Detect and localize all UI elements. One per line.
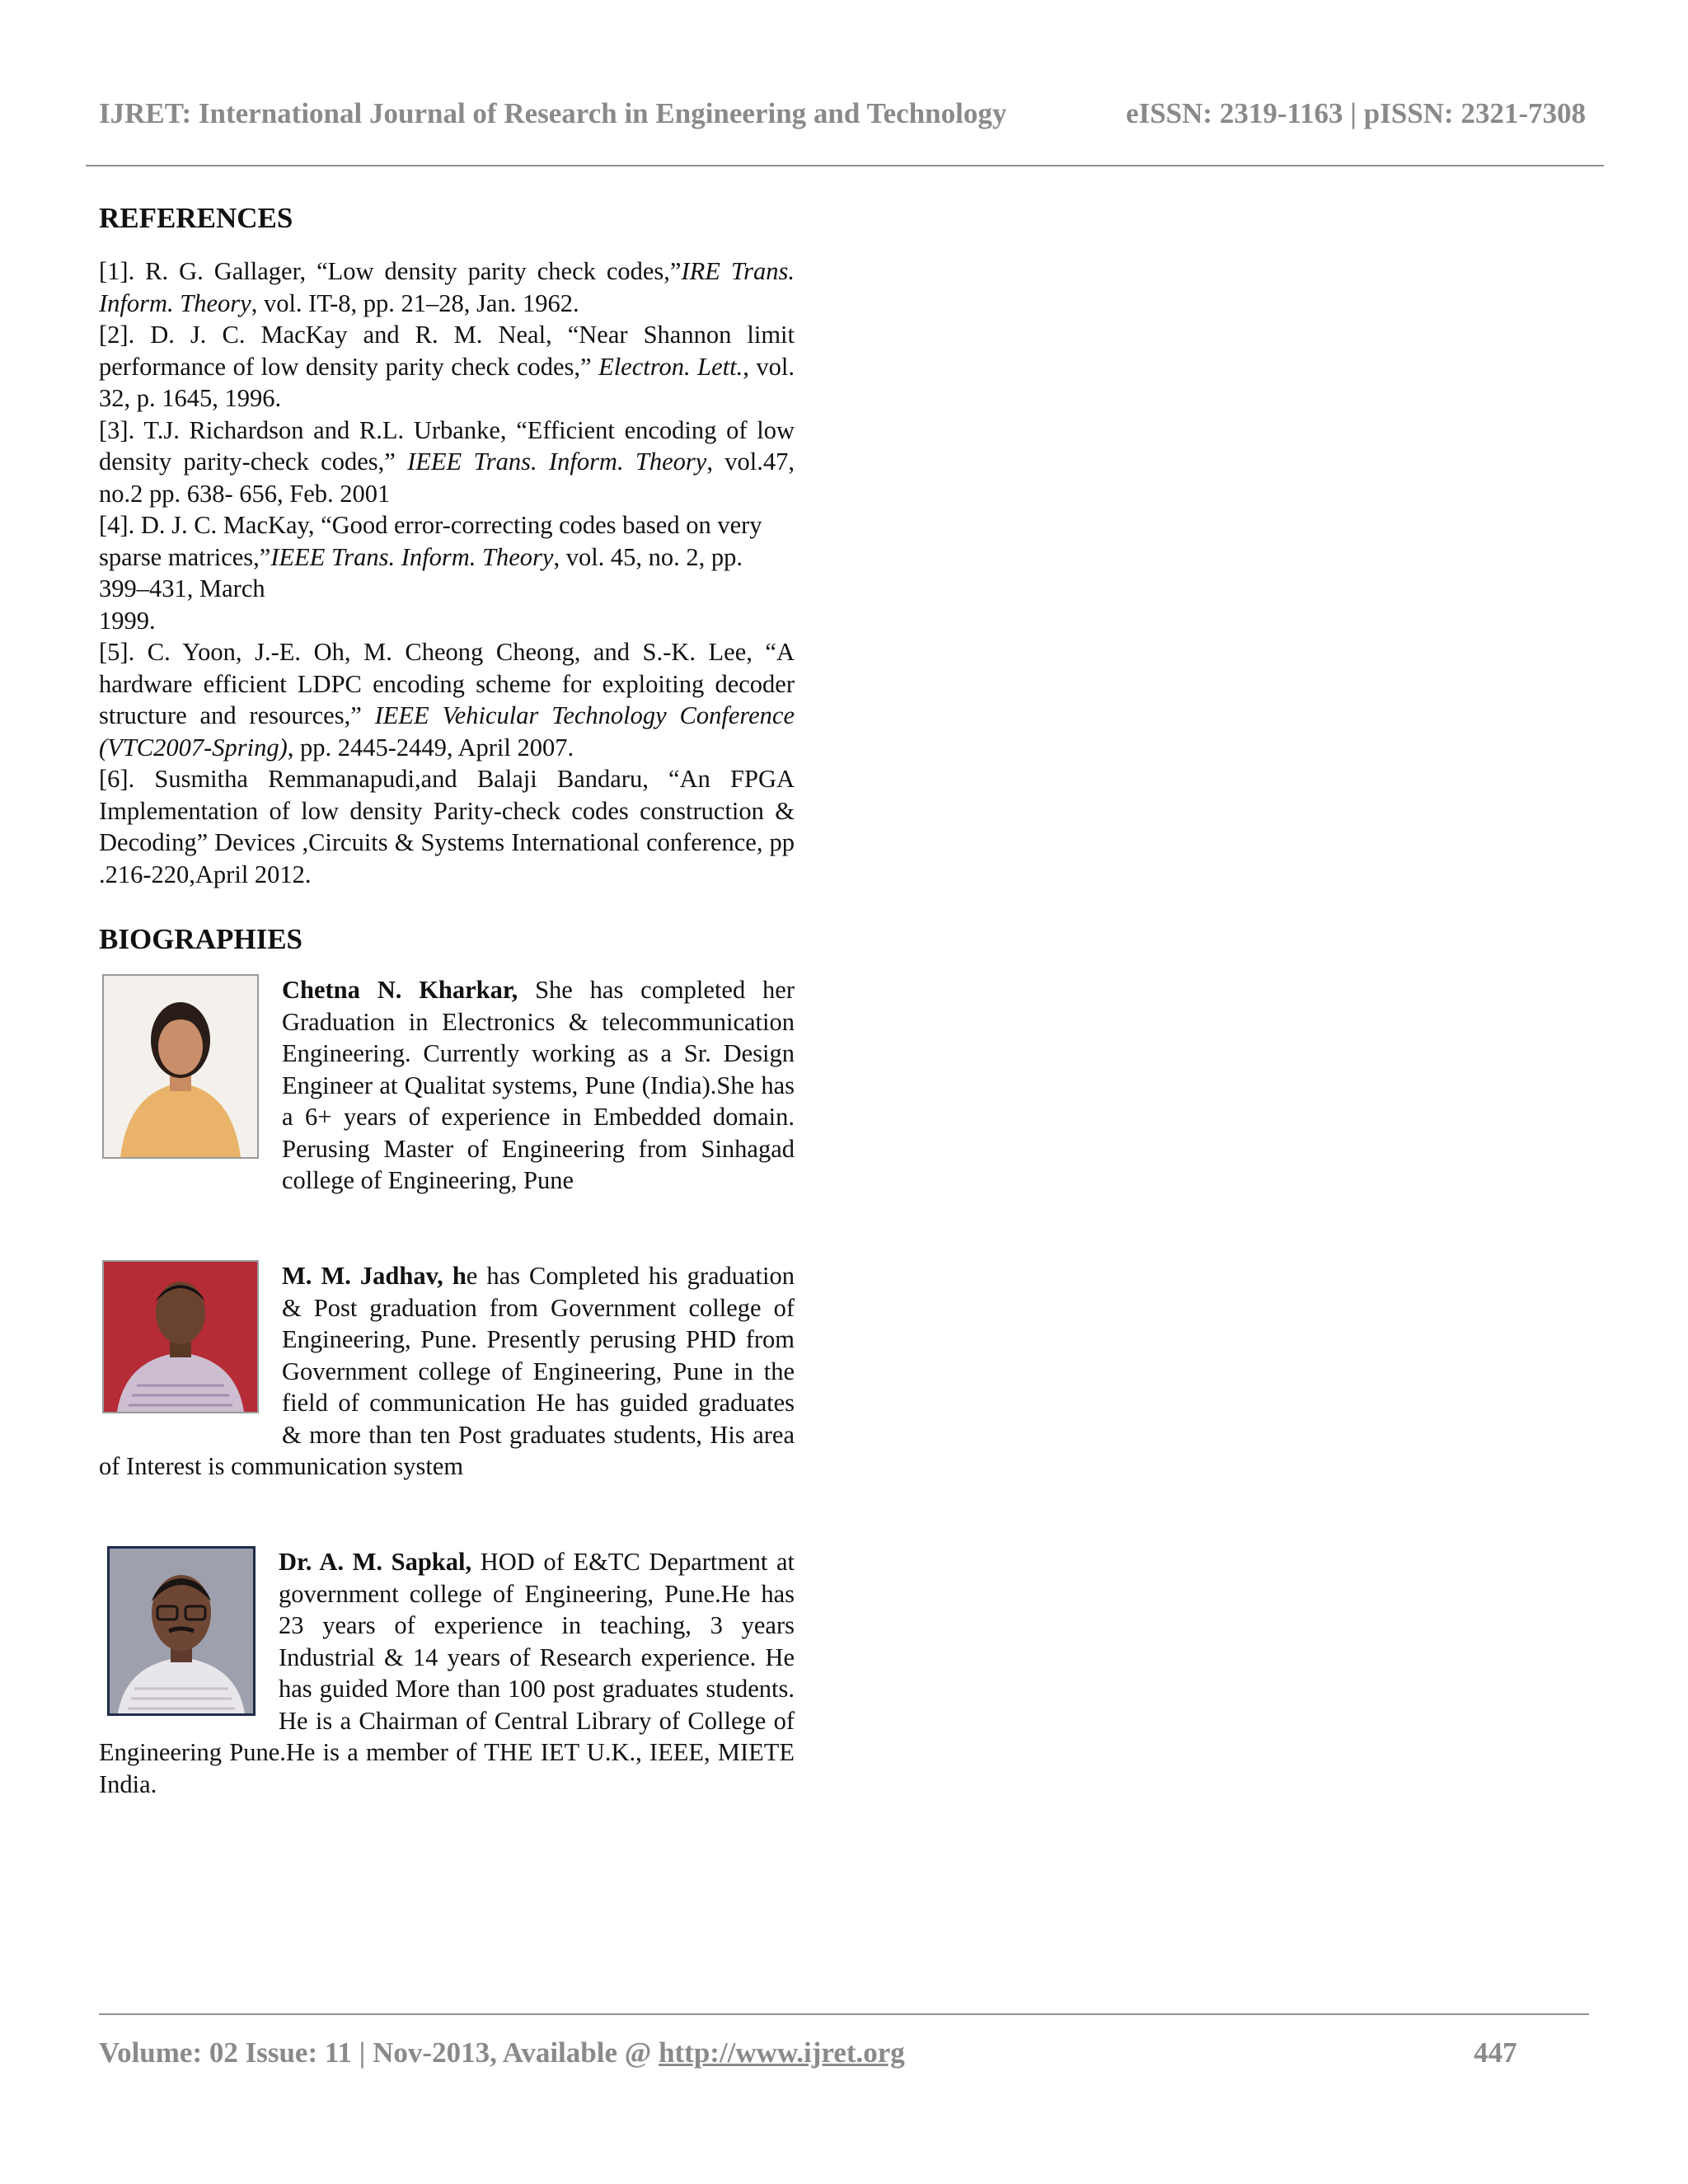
author-name: Chetna N. Kharkar, <box>282 976 518 1004</box>
biography-text: Chetna N. Kharkar, She has completed her Graduation in Electronics & telecommunication Engineering. Currently working as a Sr. Design Engineer at Qualitat systems, Pune (India).She has a 6+ years of experience in Embedded domain. Perusing Master of Engineering from Sinhagad college of Engineering, Pune <box>282 976 795 1194</box>
biography-kharkar <box>99 974 795 1197</box>
header-rule <box>86 165 1604 166</box>
author-photo-sapkal <box>107 1546 256 1716</box>
reference-item: [4]. D. J. C. MacKay, “Good error-correcting codes based on very sparse matrices,”IEEE Trans. Inform. Theory, vol. 45, no. 2, pp. 399–431, March 1999. <box>99 511 762 635</box>
page-footer <box>99 2036 1591 2069</box>
journal-title: IJRET: International Journal of Research in Engineering and Technology <box>99 97 1007 129</box>
biography-text: M. M. Jadhav, he has Completed his graduation & Post graduation from Government college of Engineering, Pune. Presently perusing PHD from Government college of Engineering, Pune in the field of communication He has guided graduates & more than ten Post graduates students, His area of Interest is communication system <box>99 1262 795 1480</box>
volume-info: Volume: 02 Issue: 11 | Nov-2013, Available @ <box>99 2036 659 2069</box>
author-photo-jadhav <box>102 1260 259 1413</box>
reference-item: [5]. C. Yoon, J.-E. Oh, M. Cheong Cheong, and S.-K. Lee, “A hardware efficient LDPC encoding scheme for exploiting decoder structure and resources,” IEEE Vehicular Technology Conference (VTC2007-Spring), pp. 2445-2449, April 2007. <box>99 638 795 762</box>
biography-jadhav <box>99 1260 795 1483</box>
reference-item: [2]. D. J. C. MacKay and R. M. Neal, “Near Shannon limit performance of low density parity check codes,” Electron. Lett., vol. 32, p. 1645, 1996. <box>99 321 795 412</box>
references-heading: REFERENCES <box>99 202 293 234</box>
page-number: 447 <box>1474 2036 1517 2069</box>
issn-info: eISSN: 2319-1163 | pISSN: 2321-7308 <box>1125 97 1586 129</box>
biography-sapkal <box>99 1546 795 1800</box>
references-list <box>99 255 795 890</box>
biography-text: Dr. A. M. Sapkal, HOD of E&TC Department at government college of Engineering, Pune.He has 23 years of experience in teaching, 3 years Industrial & 14 years of Research experience. He has guided More than 100 post graduates students. He is a Chairman of Central Library of College of Engineering Pune.He is a member of THE IET U.K., IEEE, MIETE India. <box>99 1548 795 1798</box>
reference-item: [1]. R. G. Gallager, “Low density parity check codes,”IRE Trans. Inform. Theory, vol. IT-8, pp. 21–28, Jan. 1962. <box>99 257 795 317</box>
reference-item: [3]. T.J. Richardson and R.L. Urbanke, “Efficient encoding of low density parity-check codes,” IEEE Trans. Inform. Theory, vol.47, no.2 pp. 638- 656, Feb. 2001 <box>99 415 795 508</box>
author-photo-kharkar <box>102 974 259 1159</box>
reference-item: [6]. Susmitha Remmanapudi,and Balaji Bandaru, “An FPGA Implementation of low density Parity-check codes construction & Decoding” Devices ,Circuits & Systems International conference, pp .216-220,April 2012. <box>99 765 795 888</box>
biographies-heading: BIOGRAPHIES <box>99 923 302 955</box>
author-name: Dr. A. M. Sapkal, <box>279 1548 472 1576</box>
footer-rule <box>99 2013 1589 2015</box>
journal-link[interactable]: http://www.ijret.org <box>659 2036 905 2069</box>
author-name: M. M. Jadhav, h <box>282 1262 467 1290</box>
